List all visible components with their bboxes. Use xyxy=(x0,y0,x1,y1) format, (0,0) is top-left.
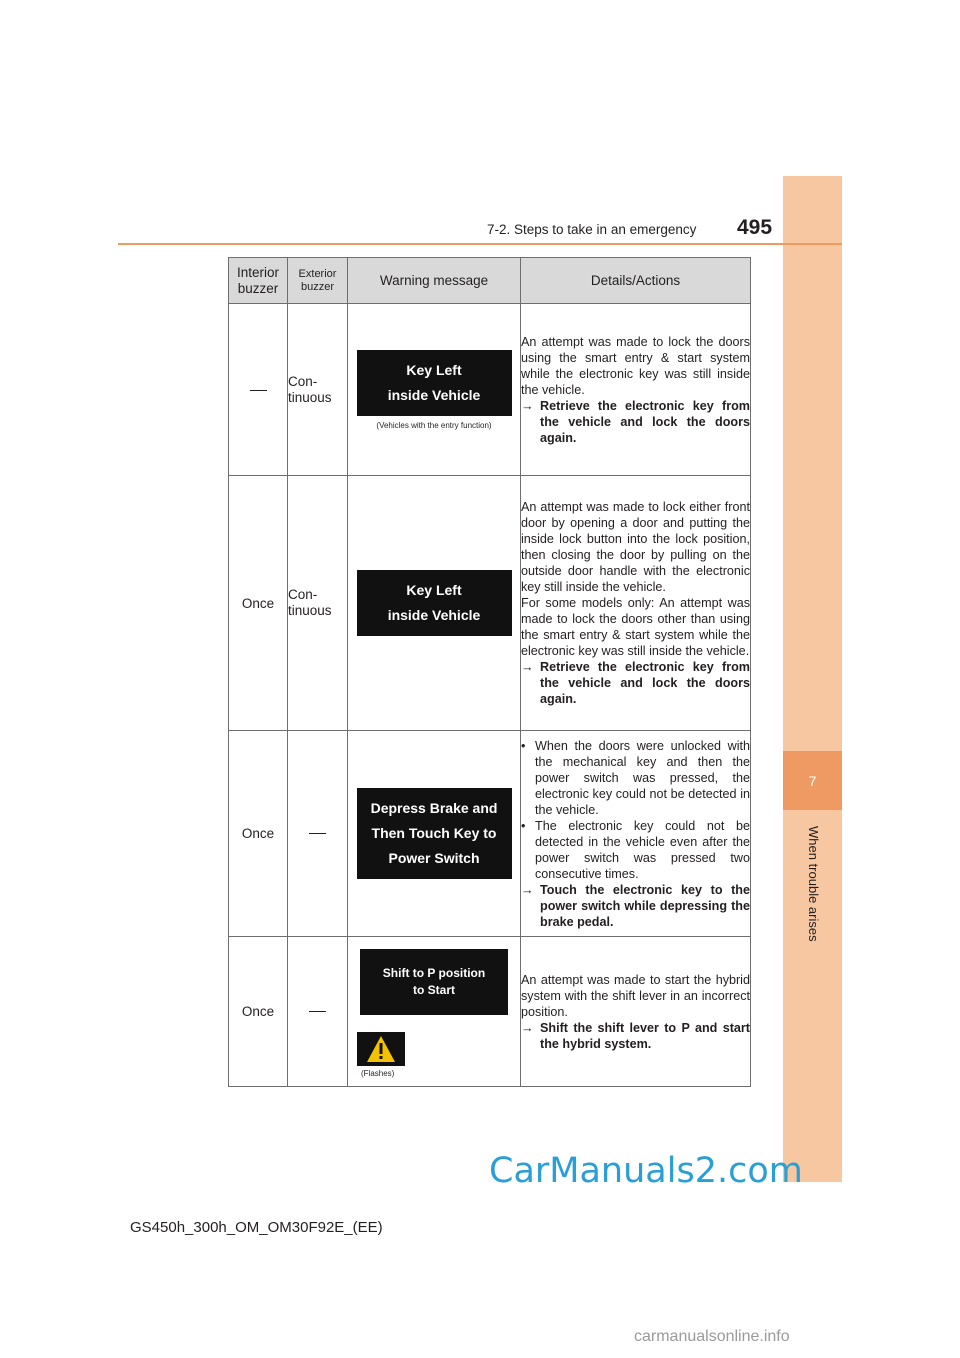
table-row xyxy=(229,731,751,937)
action-line: → Retrieve the electronic key from the vehicle and lock the doors again. xyxy=(521,660,750,706)
exterior-cell: Con- tinuous xyxy=(288,476,348,731)
action-line: → Touch the electronic key to the power switch while depressing the brake pedal. xyxy=(521,882,750,929)
watermark-carmanualsonline: carmanualsonline.info xyxy=(634,1328,790,1345)
exterior-cell: Con- tinuous xyxy=(288,304,348,476)
header-exterior-buzzer: Exterior buzzer xyxy=(288,258,348,304)
arrow-icon: → xyxy=(521,882,534,897)
action-line: → Retrieve the electronic key from the vehicle and lock the doors again. xyxy=(521,398,750,445)
display-note: (Flashes) xyxy=(361,1069,395,1078)
page-number: 495 xyxy=(737,216,773,239)
interior-cell: Once xyxy=(229,476,288,731)
header-warning-message: Warning message xyxy=(348,258,521,304)
warning-table xyxy=(228,257,751,1087)
arrow-icon: → xyxy=(521,398,534,413)
details-text: An attempt was made to lock the doors using the smart entry & start system while the electronic key was still inside the vehicle. xyxy=(521,334,750,397)
display-message: Shift to P position to Start xyxy=(360,949,508,1015)
display-note: (Vehicles with the entry function) xyxy=(376,420,492,430)
interior-cell: Once xyxy=(229,937,288,1087)
details-cell xyxy=(521,731,751,937)
header-interior-buzzer: Interior buzzer xyxy=(229,258,288,304)
interior-cell xyxy=(229,304,288,476)
arrow-icon: → xyxy=(521,1020,534,1035)
none-dash xyxy=(250,390,267,391)
footer-model-code: GS450h_300h_OM_OM30F92E_(EE) xyxy=(130,1219,383,1236)
list-item: • The electronic key could not be detected in the vehicle even after the power switch was pressed two consecutive times. xyxy=(521,818,750,881)
table-header-row xyxy=(229,258,751,304)
display-message: Depress Brake and Then Touch Key to Power Switch xyxy=(357,788,512,879)
chapter-number: 7 xyxy=(783,751,842,810)
none-dash xyxy=(309,1011,326,1012)
header-rule xyxy=(118,243,842,245)
details-text: An attempt was made to start the hybrid system with the shift lever in an incorrect position. xyxy=(521,972,750,1019)
table-row xyxy=(229,304,751,476)
exterior-cell xyxy=(288,731,348,937)
exterior-cell xyxy=(288,937,348,1087)
details-cell xyxy=(521,304,751,476)
none-dash xyxy=(309,833,326,834)
details-text-2: For some models only: An attempt was made to lock the doors other than using the smart entry & start system while the electronic key was still inside the vehicle. xyxy=(521,596,750,658)
warning-triangle-icon xyxy=(357,1032,405,1066)
watermark-carmanuals2: CarManuals2.com xyxy=(489,1151,803,1191)
display-message: Key Left inside Vehicle xyxy=(357,350,512,416)
details-bullets xyxy=(521,738,750,882)
arrow-icon: → xyxy=(521,660,534,674)
message-cell xyxy=(348,304,521,476)
details-cell xyxy=(521,937,751,1087)
table-row xyxy=(229,476,751,731)
interior-cell: Once xyxy=(229,731,288,937)
message-cell xyxy=(348,476,521,731)
list-item: • When the doors were unlocked with the mechanical key and then the power switch was pressed, the electronic key could not be detected in the vehicle. xyxy=(521,738,750,817)
header-details-actions: Details/Actions xyxy=(521,258,751,304)
action-line: → Shift the shift lever to P and start the hybrid system. xyxy=(521,1020,750,1051)
section-title: 7-2. Steps to take in an emergency xyxy=(487,222,697,237)
chapter-sidebar xyxy=(783,176,842,1182)
display-message: Key Left inside Vehicle xyxy=(357,570,512,636)
details-text: An attempt was made to lock either front door by opening a door and putting the inside lock button into the lock position, then closing the door by pulling on the outside door handle with the electronic key still inside the vehicle. xyxy=(521,500,750,594)
details-cell xyxy=(521,476,751,731)
message-cell xyxy=(348,937,521,1087)
table-row xyxy=(229,937,751,1087)
message-cell xyxy=(348,731,521,937)
chapter-title: When trouble arises xyxy=(806,826,821,942)
